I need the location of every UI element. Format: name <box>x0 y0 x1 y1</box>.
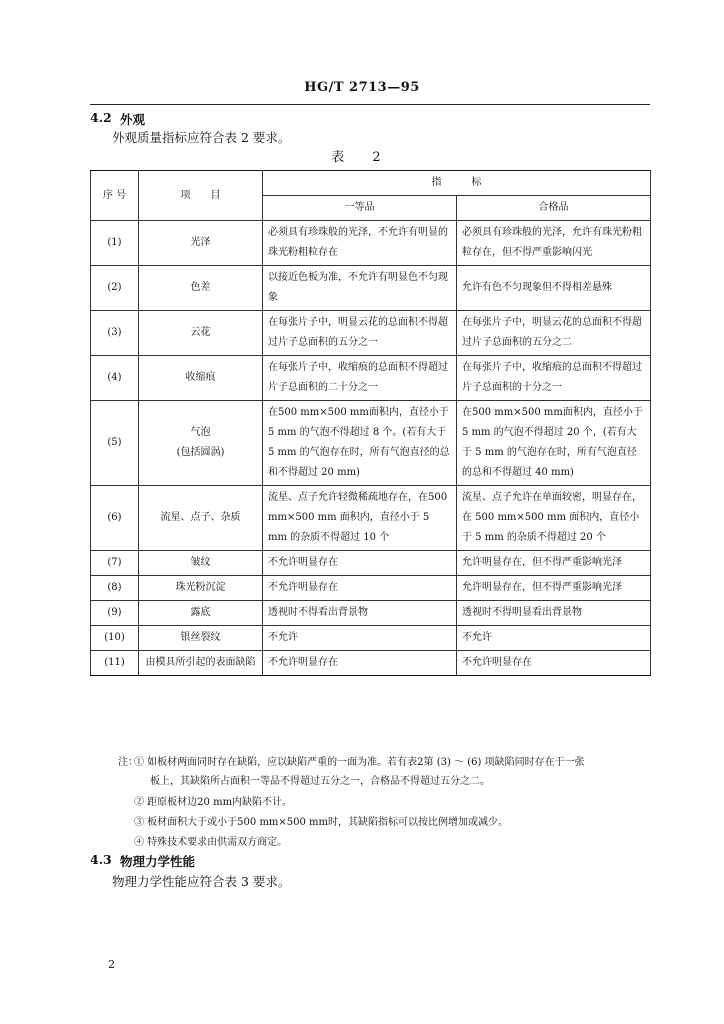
row-first-grade: 以接近色板为准，不允许有明显色不匀现象 <box>263 266 457 311</box>
header-indicator: 指 标 <box>263 171 651 196</box>
row-qualified-grade: 在每张片子中，明显云花的总面积不得超过片子总面积的五分之二 <box>457 311 651 356</box>
row-first-grade: 在500 mm×500 mm面积内，直径小于 5 mm 的气泡不得超过 8 个。(若有大于 5 mm 的气泡存在时，所有气泡直径的总和不得超过 20 mm) <box>263 401 457 486</box>
note-1: ① 如板材两面同时存在缺陷，应以缺陷严重的一面为准。若有表2第 (3) ～ (6) 项缺陷同时存在于一张 <box>134 757 585 768</box>
standard-code-header: HG/T 2713—95 <box>304 80 420 95</box>
row-qualified-grade: 允许明显存在，但不得严重影响光泽 <box>457 551 651 576</box>
header-grade-qualified: 合格品 <box>457 196 651 221</box>
row-item: 光泽 <box>139 221 263 266</box>
row-item-main: 气泡 <box>190 427 211 438</box>
row-item: 皱纹 <box>139 551 263 576</box>
row-seq: (2) <box>91 266 139 311</box>
table-row <box>91 486 651 551</box>
row-first-grade: 在每张片子中，明显云花的总面积不得超过片子总面积的五分之一 <box>263 311 457 356</box>
section-4-2-text: 外观质量指标应符合表 2 要求。 <box>112 130 291 145</box>
row-item: 流星、点子、杂质 <box>139 486 263 551</box>
row-seq: (8) <box>91 576 139 601</box>
table-row <box>91 601 651 626</box>
row-item: 色差 <box>139 266 263 311</box>
table-2 <box>90 170 651 676</box>
row-item: 珠光粉沉淀 <box>139 576 263 601</box>
row-qualified-grade: 必须具有珍珠般的光泽，允许有珠光粉粗粒存在，但不得严重影响闪光 <box>457 221 651 266</box>
table-row <box>91 401 651 486</box>
page-number: 2 <box>108 958 115 971</box>
row-seq: (3) <box>91 311 139 356</box>
row-qualified-grade: 在每张片子中，收缩痕的总面积不得超过片子总面积的十分之一 <box>457 356 651 401</box>
row-seq: (11) <box>91 651 139 676</box>
row-item <box>139 401 263 486</box>
note-3: ③ 板材面积大于或小于500 mm×500 mm时，其缺陷指标可以按比例增加或减少。 <box>134 817 509 828</box>
row-first-grade: 透视时不得看出背景物 <box>263 601 457 626</box>
row-first-grade: 不允许明显存在 <box>263 651 457 676</box>
row-qualified-grade: 允许有色不匀现象但不得相差悬殊 <box>457 266 651 311</box>
section-4-3-title: 物理力学性能 <box>120 854 196 869</box>
table-row <box>91 356 651 401</box>
header-seq: 序 号 <box>91 171 139 221</box>
row-qualified-grade: 不允许明显存在 <box>457 651 651 676</box>
row-first-grade: 不允许 <box>263 626 457 651</box>
table-row <box>91 576 651 601</box>
section-4-3-text: 物理力学性能应符合表 3 要求。 <box>112 874 291 889</box>
row-item: 收缩痕 <box>139 356 263 401</box>
header-rule <box>90 104 650 105</box>
row-first-grade: 流星、点子允许轻微稀疏地存在，在500 mm×500 mm 面积内，直径小于 5 mm 的杂质不得超过 10 个 <box>263 486 457 551</box>
note-1-continued: 板上，其缺陷所占面积一等品不得超过五分之一，合格品不得超过五分之二。 <box>150 776 490 787</box>
table-header-row <box>91 171 651 196</box>
row-seq: (9) <box>91 601 139 626</box>
table-row <box>91 221 651 266</box>
row-qualified-grade: 流星、点子允许在单面较密，明显存在，在 500 mm×500 mm 面积内，直径小于 5 mm 的杂质不得超过 20 个 <box>457 486 651 551</box>
row-first-grade: 必须具有珍珠般的光泽，不允许有明显的珠光粉粗粒存在 <box>263 221 457 266</box>
row-seq: (5) <box>91 401 139 486</box>
row-qualified-grade: 透视时不得明显看出背景物 <box>457 601 651 626</box>
table-row <box>91 311 651 356</box>
header-grade-first: 一等品 <box>263 196 457 221</box>
row-seq: (6) <box>91 486 139 551</box>
notes-label: 注： <box>118 757 138 768</box>
row-first-grade: 不允许明显存在 <box>263 576 457 601</box>
note-4: ④ 特殊技术要求由供需双方商定。 <box>134 837 288 848</box>
row-qualified-grade: 允许明显存在，但不得严重影响光泽 <box>457 576 651 601</box>
row-qualified-grade: 不允许 <box>457 626 651 651</box>
table-2-caption: 表 2 <box>331 150 393 165</box>
table-row <box>91 651 651 676</box>
row-item-sub: (包括圆涡) <box>176 447 225 458</box>
table-row <box>91 626 651 651</box>
row-item: 银丝裂纹 <box>139 626 263 651</box>
table-row <box>91 266 651 311</box>
row-first-grade: 在每张片子中，收缩痕的总面积不得超过片子总面积的二十分之一 <box>263 356 457 401</box>
row-seq: (7) <box>91 551 139 576</box>
row-item: 由模具所引起的表面缺陷 <box>139 651 263 676</box>
row-first-grade: 不允许明显存在 <box>263 551 457 576</box>
row-seq: (10) <box>91 626 139 651</box>
note-2: ② 距原板材边20 mm内缺陷不计。 <box>134 797 293 808</box>
row-qualified-grade: 在500 mm×500 mm面积内，直径小于 5 mm 的气泡不得超过 20 个，(若有大于 5 mm 的气泡存在时，所有气泡直径的总和不得超过 40 mm) <box>457 401 651 486</box>
row-item: 露底 <box>139 601 263 626</box>
table-row <box>91 551 651 576</box>
section-4-3-number: 4.3 <box>90 852 112 867</box>
row-seq: (1) <box>91 221 139 266</box>
section-4-2-number: 4.2 <box>90 110 112 125</box>
header-item: 项 目 <box>139 171 263 221</box>
row-seq: (4) <box>91 356 139 401</box>
row-item: 云花 <box>139 311 263 356</box>
section-4-2-title: 外观 <box>120 112 146 127</box>
